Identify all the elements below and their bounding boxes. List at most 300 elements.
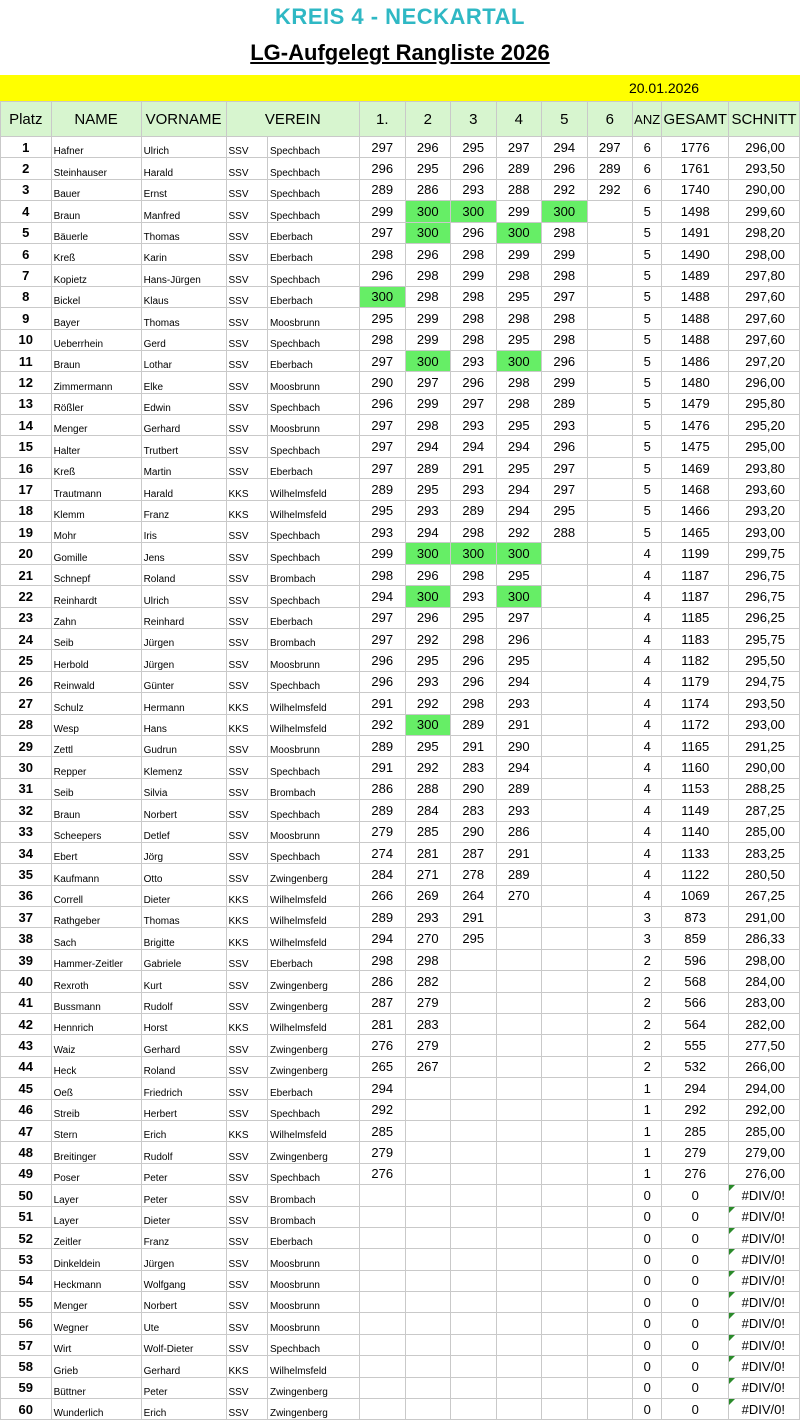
cell-verein: KKS [226, 500, 267, 521]
cell-vorname: Roland [141, 564, 226, 585]
cell-vorname: Hermann [141, 693, 226, 714]
header-series-3: 3 [451, 102, 497, 137]
header-verein: VEREIN [226, 102, 360, 137]
cell-platz: 46 [1, 1099, 52, 1120]
cell-schnitt: 277,50 [729, 1035, 800, 1056]
cell-series-4 [496, 1227, 542, 1248]
cell-series-1: 289 [360, 800, 406, 821]
cell-anz: 5 [633, 436, 662, 457]
cell-schnitt: 284,00 [729, 971, 800, 992]
cell-verein: SSV [226, 286, 267, 307]
cell-series-2: 298 [405, 286, 451, 307]
cell-series-3: 296 [451, 372, 497, 393]
cell-anz: 0 [633, 1334, 662, 1355]
cell-name: Menger [51, 1292, 141, 1313]
cell-series-4 [496, 1356, 542, 1377]
table-row [1, 1334, 800, 1355]
cell-vorname: Edwin [141, 393, 226, 414]
cell-name: Zeitler [51, 1227, 141, 1248]
cell-schnitt: #DIV/0! [729, 1313, 800, 1334]
cell-schnitt: 293,50 [729, 158, 800, 179]
cell-series-6 [587, 1099, 633, 1120]
cell-series-6 [587, 1399, 633, 1420]
cell-series-5 [542, 693, 588, 714]
cell-series-2: 292 [405, 628, 451, 649]
cell-vorname: Franz [141, 500, 226, 521]
table-row [1, 265, 800, 286]
cell-series-4 [496, 1056, 542, 1077]
cell-schnitt: 276,00 [729, 1163, 800, 1184]
cell-series-5 [542, 949, 588, 970]
cell-series-1: 286 [360, 778, 406, 799]
cell-series-3 [451, 1249, 497, 1270]
cell-series-1: 281 [360, 1014, 406, 1035]
cell-name: Braun [51, 350, 141, 371]
table-row [1, 286, 800, 307]
cell-anz: 6 [633, 137, 662, 158]
cell-gesamt: 1469 [662, 457, 729, 478]
cell-schnitt: 285,00 [729, 821, 800, 842]
cell-name: Braun [51, 201, 141, 222]
cell-verein: SSV [226, 992, 267, 1013]
cell-series-5 [542, 1334, 588, 1355]
cell-series-5 [542, 1206, 588, 1227]
cell-vorname: Erich [141, 1399, 226, 1420]
cell-anz: 4 [633, 800, 662, 821]
cell-ort: Spechbach [267, 1334, 359, 1355]
cell-platz: 5 [1, 222, 52, 243]
cell-schnitt: 285,00 [729, 1120, 800, 1141]
cell-name: Layer [51, 1185, 141, 1206]
cell-ort: Spechbach [267, 265, 359, 286]
cell-series-1 [360, 1292, 406, 1313]
cell-verein: SSV [226, 372, 267, 393]
cell-platz: 9 [1, 308, 52, 329]
cell-name: Bussmann [51, 992, 141, 1013]
cell-series-4: 294 [496, 479, 542, 500]
cell-schnitt: 296,00 [729, 372, 800, 393]
cell-anz: 1 [633, 1078, 662, 1099]
cell-series-1: 298 [360, 564, 406, 585]
cell-series-5: 298 [542, 222, 588, 243]
header-row [1, 102, 800, 137]
cell-series-4: 300 [496, 586, 542, 607]
cell-series-6 [587, 821, 633, 842]
cell-name: Wegner [51, 1313, 141, 1334]
cell-name: Bäuerle [51, 222, 141, 243]
cell-series-1: 297 [360, 137, 406, 158]
cell-ort: Moosbrunn [267, 1249, 359, 1270]
cell-verein: SSV [226, 1249, 267, 1270]
table-row [1, 479, 800, 500]
cell-anz: 0 [633, 1227, 662, 1248]
cell-series-5 [542, 1056, 588, 1077]
cell-series-5 [542, 1270, 588, 1291]
cell-series-1 [360, 1399, 406, 1420]
cell-ort: Eberbach [267, 1078, 359, 1099]
cell-gesamt: 1165 [662, 735, 729, 756]
cell-series-5 [542, 1399, 588, 1420]
cell-verein: SSV [226, 1313, 267, 1334]
cell-ort: Eberbach [267, 1227, 359, 1248]
cell-series-1: 295 [360, 500, 406, 521]
cell-series-5 [542, 1227, 588, 1248]
table-row [1, 500, 800, 521]
cell-series-5 [542, 564, 588, 585]
cell-series-3: 296 [451, 671, 497, 692]
cell-verein: SSV [226, 735, 267, 756]
cell-platz: 51 [1, 1206, 52, 1227]
cell-anz: 5 [633, 522, 662, 543]
cell-series-5 [542, 971, 588, 992]
cell-name: Reinhardt [51, 586, 141, 607]
cell-vorname: Harald [141, 479, 226, 500]
cell-series-2: 299 [405, 393, 451, 414]
cell-gesamt: 1776 [662, 137, 729, 158]
cell-anz: 4 [633, 543, 662, 564]
cell-name: Wunderlich [51, 1399, 141, 1420]
cell-series-3 [451, 1099, 497, 1120]
cell-series-1: 287 [360, 992, 406, 1013]
cell-gesamt: 1740 [662, 179, 729, 200]
header-name: NAME [51, 102, 141, 137]
cell-vorname: Lothar [141, 350, 226, 371]
cell-series-5 [542, 1249, 588, 1270]
cell-gesamt: 1179 [662, 671, 729, 692]
cell-name: Kopietz [51, 265, 141, 286]
cell-verein: SSV [226, 1056, 267, 1077]
cell-series-2 [405, 1292, 451, 1313]
cell-name: Waiz [51, 1035, 141, 1056]
cell-series-3 [451, 971, 497, 992]
cell-platz: 10 [1, 329, 52, 350]
cell-series-2: 293 [405, 907, 451, 928]
cell-series-2: 286 [405, 179, 451, 200]
cell-series-4 [496, 1035, 542, 1056]
cell-series-6 [587, 693, 633, 714]
cell-gesamt: 1488 [662, 286, 729, 307]
cell-series-1: 296 [360, 671, 406, 692]
cell-anz: 0 [633, 1270, 662, 1291]
cell-series-2 [405, 1270, 451, 1291]
cell-series-2: 300 [405, 543, 451, 564]
cell-platz: 49 [1, 1163, 52, 1184]
cell-anz: 1 [633, 1142, 662, 1163]
cell-ort: Spechbach [267, 842, 359, 863]
cell-anz: 6 [633, 179, 662, 200]
cell-schnitt: 283,25 [729, 842, 800, 863]
cell-schnitt: 291,00 [729, 907, 800, 928]
cell-name: Steinhauser [51, 158, 141, 179]
cell-name: Grieb [51, 1356, 141, 1377]
cell-series-1: 294 [360, 1078, 406, 1099]
cell-series-6 [587, 1014, 633, 1035]
cell-schnitt: 297,20 [729, 350, 800, 371]
cell-series-2: 295 [405, 735, 451, 756]
cell-name: Ebert [51, 842, 141, 863]
cell-series-3: 296 [451, 222, 497, 243]
cell-series-4 [496, 1313, 542, 1334]
cell-schnitt: 297,80 [729, 265, 800, 286]
cell-schnitt: 296,00 [729, 137, 800, 158]
cell-platz: 22 [1, 586, 52, 607]
cell-gesamt: 1172 [662, 714, 729, 735]
cell-anz: 4 [633, 671, 662, 692]
cell-name: Rathgeber [51, 907, 141, 928]
cell-anz: 4 [633, 842, 662, 863]
cell-series-2: 267 [405, 1056, 451, 1077]
cell-schnitt: 293,50 [729, 693, 800, 714]
cell-gesamt: 1479 [662, 393, 729, 414]
cell-vorname: Norbert [141, 800, 226, 821]
cell-ort: Spechbach [267, 671, 359, 692]
table-row [1, 243, 800, 264]
cell-verein: KKS [226, 1356, 267, 1377]
cell-gesamt: 568 [662, 971, 729, 992]
cell-series-1 [360, 1377, 406, 1398]
cell-schnitt: 293,00 [729, 522, 800, 543]
cell-series-1: 292 [360, 714, 406, 735]
cell-name: Kreß [51, 457, 141, 478]
cell-ort: Spechbach [267, 436, 359, 457]
cell-series-2: 295 [405, 479, 451, 500]
cell-verein: SSV [226, 1399, 267, 1420]
cell-verein: SSV [226, 1035, 267, 1056]
cell-vorname: Elke [141, 372, 226, 393]
cell-series-6 [587, 522, 633, 543]
cell-series-2: 296 [405, 564, 451, 585]
cell-gesamt: 564 [662, 1014, 729, 1035]
date-cell: 20.01.2026 [628, 80, 700, 96]
cell-name: Kaufmann [51, 864, 141, 885]
cell-vorname: Klaus [141, 286, 226, 307]
cell-platz: 4 [1, 201, 52, 222]
cell-series-6 [587, 500, 633, 521]
cell-gesamt: 1133 [662, 842, 729, 863]
cell-series-3 [451, 949, 497, 970]
cell-verein: SSV [226, 222, 267, 243]
cell-series-5 [542, 1356, 588, 1377]
cell-platz: 25 [1, 650, 52, 671]
cell-series-1: 285 [360, 1120, 406, 1141]
cell-series-5 [542, 885, 588, 906]
cell-name: Layer [51, 1206, 141, 1227]
cell-series-1: 298 [360, 949, 406, 970]
cell-name: Repper [51, 757, 141, 778]
cell-series-3: 291 [451, 735, 497, 756]
cell-anz: 0 [633, 1399, 662, 1420]
cell-series-4 [496, 1292, 542, 1313]
cell-series-3 [451, 1292, 497, 1313]
cell-anz: 5 [633, 243, 662, 264]
cell-vorname: Friedrich [141, 1078, 226, 1099]
table-row [1, 457, 800, 478]
cell-series-3: 293 [451, 179, 497, 200]
cell-name: Wesp [51, 714, 141, 735]
table-row [1, 1056, 800, 1077]
cell-series-2: 295 [405, 158, 451, 179]
table-row [1, 1249, 800, 1270]
cell-ort: Wilhelmsfeld [267, 1120, 359, 1141]
cell-verein: SSV [226, 842, 267, 863]
cell-series-6 [587, 757, 633, 778]
cell-series-3 [451, 1356, 497, 1377]
cell-ort: Wilhelmsfeld [267, 500, 359, 521]
table-row [1, 201, 800, 222]
cell-series-6 [587, 222, 633, 243]
cell-vorname: Martin [141, 457, 226, 478]
cell-platz: 52 [1, 1227, 52, 1248]
cell-series-1: 299 [360, 543, 406, 564]
cell-verein: KKS [226, 1014, 267, 1035]
cell-series-2 [405, 1163, 451, 1184]
cell-gesamt: 1199 [662, 543, 729, 564]
cell-series-6 [587, 1142, 633, 1163]
cell-platz: 48 [1, 1142, 52, 1163]
table-row [1, 1270, 800, 1291]
cell-platz: 12 [1, 372, 52, 393]
cell-gesamt: 1185 [662, 607, 729, 628]
table-row [1, 1206, 800, 1227]
cell-ort: Spechbach [267, 757, 359, 778]
cell-ort: Moosbrunn [267, 1292, 359, 1313]
cell-schnitt: 296,25 [729, 607, 800, 628]
cell-name: Herbold [51, 650, 141, 671]
cell-anz: 5 [633, 415, 662, 436]
cell-series-2: 269 [405, 885, 451, 906]
cell-schnitt: 290,00 [729, 179, 800, 200]
cell-series-5: 299 [542, 372, 588, 393]
cell-schnitt: #DIV/0! [729, 1334, 800, 1355]
cell-series-6 [587, 800, 633, 821]
document-subtitle: LG-Aufgelegt Rangliste 2026 [250, 40, 550, 65]
cell-ort: Moosbrunn [267, 415, 359, 436]
cell-series-5: 297 [542, 457, 588, 478]
table-row [1, 415, 800, 436]
cell-anz: 5 [633, 286, 662, 307]
cell-name: Heckmann [51, 1270, 141, 1291]
cell-series-5 [542, 842, 588, 863]
cell-series-6 [587, 671, 633, 692]
cell-verein: SSV [226, 393, 267, 414]
cell-gesamt: 279 [662, 1142, 729, 1163]
cell-series-5 [542, 1163, 588, 1184]
cell-ort: Eberbach [267, 949, 359, 970]
cell-name: Reinwald [51, 671, 141, 692]
cell-series-1: 279 [360, 1142, 406, 1163]
table-row [1, 1163, 800, 1184]
cell-series-3: 298 [451, 286, 497, 307]
cell-vorname: Trutbert [141, 436, 226, 457]
cell-series-3: 298 [451, 522, 497, 543]
cell-gesamt: 532 [662, 1056, 729, 1077]
cell-platz: 14 [1, 415, 52, 436]
cell-series-2: 300 [405, 350, 451, 371]
cell-platz: 37 [1, 907, 52, 928]
cell-series-2: 299 [405, 308, 451, 329]
cell-series-3 [451, 1227, 497, 1248]
cell-platz: 39 [1, 949, 52, 970]
cell-ort: Moosbrunn [267, 1270, 359, 1291]
cell-series-4: 295 [496, 329, 542, 350]
cell-verein: SSV [226, 1292, 267, 1313]
cell-series-4 [496, 1249, 542, 1270]
cell-schnitt: 293,00 [729, 714, 800, 735]
cell-ort: Eberbach [267, 243, 359, 264]
cell-anz: 5 [633, 393, 662, 414]
cell-ort: Zwingenberg [267, 971, 359, 992]
cell-schnitt: 288,25 [729, 778, 800, 799]
cell-ort: Spechbach [267, 586, 359, 607]
cell-vorname: Rudolf [141, 1142, 226, 1163]
cell-series-1 [360, 1227, 406, 1248]
cell-verein: SSV [226, 522, 267, 543]
cell-series-4: 295 [496, 650, 542, 671]
cell-verein: SSV [226, 1270, 267, 1291]
cell-verein: SSV [226, 308, 267, 329]
cell-anz: 1 [633, 1163, 662, 1184]
cell-vorname: Klemenz [141, 757, 226, 778]
table-row [1, 522, 800, 543]
cell-gesamt: 566 [662, 992, 729, 1013]
cell-anz: 2 [633, 971, 662, 992]
cell-series-6 [587, 201, 633, 222]
cell-schnitt: 297,60 [729, 329, 800, 350]
cell-series-2: 279 [405, 1035, 451, 1056]
cell-vorname: Thomas [141, 222, 226, 243]
cell-series-5: 289 [542, 393, 588, 414]
cell-series-6 [587, 393, 633, 414]
cell-series-4 [496, 1399, 542, 1420]
table-row [1, 650, 800, 671]
cell-ort: Spechbach [267, 1163, 359, 1184]
cell-series-3 [451, 1078, 497, 1099]
cell-gesamt: 1160 [662, 757, 729, 778]
cell-gesamt: 1187 [662, 564, 729, 585]
cell-gesamt: 0 [662, 1313, 729, 1334]
cell-series-6 [587, 1292, 633, 1313]
cell-series-3: 298 [451, 308, 497, 329]
cell-series-4 [496, 971, 542, 992]
cell-platz: 18 [1, 500, 52, 521]
cell-schnitt: 296,75 [729, 564, 800, 585]
cell-series-4: 286 [496, 821, 542, 842]
cell-series-4 [496, 928, 542, 949]
cell-series-2 [405, 1206, 451, 1227]
cell-anz: 4 [633, 821, 662, 842]
cell-schnitt: 296,75 [729, 586, 800, 607]
cell-gesamt: 292 [662, 1099, 729, 1120]
cell-vorname: Gerhard [141, 1356, 226, 1377]
cell-series-6 [587, 1249, 633, 1270]
cell-gesamt: 1122 [662, 864, 729, 885]
cell-anz: 0 [633, 1292, 662, 1313]
cell-series-5 [542, 800, 588, 821]
cell-series-2: 295 [405, 650, 451, 671]
cell-series-1: 297 [360, 436, 406, 457]
cell-series-6 [587, 842, 633, 863]
cell-gesamt: 0 [662, 1227, 729, 1248]
cell-ort: Moosbrunn [267, 1313, 359, 1334]
cell-verein: SSV [226, 1377, 267, 1398]
cell-series-4 [496, 1270, 542, 1291]
cell-series-4: 289 [496, 864, 542, 885]
cell-name: Stern [51, 1120, 141, 1141]
table-row [1, 137, 800, 158]
table-row [1, 436, 800, 457]
cell-ort: Brombach [267, 628, 359, 649]
cell-anz: 0 [633, 1313, 662, 1334]
